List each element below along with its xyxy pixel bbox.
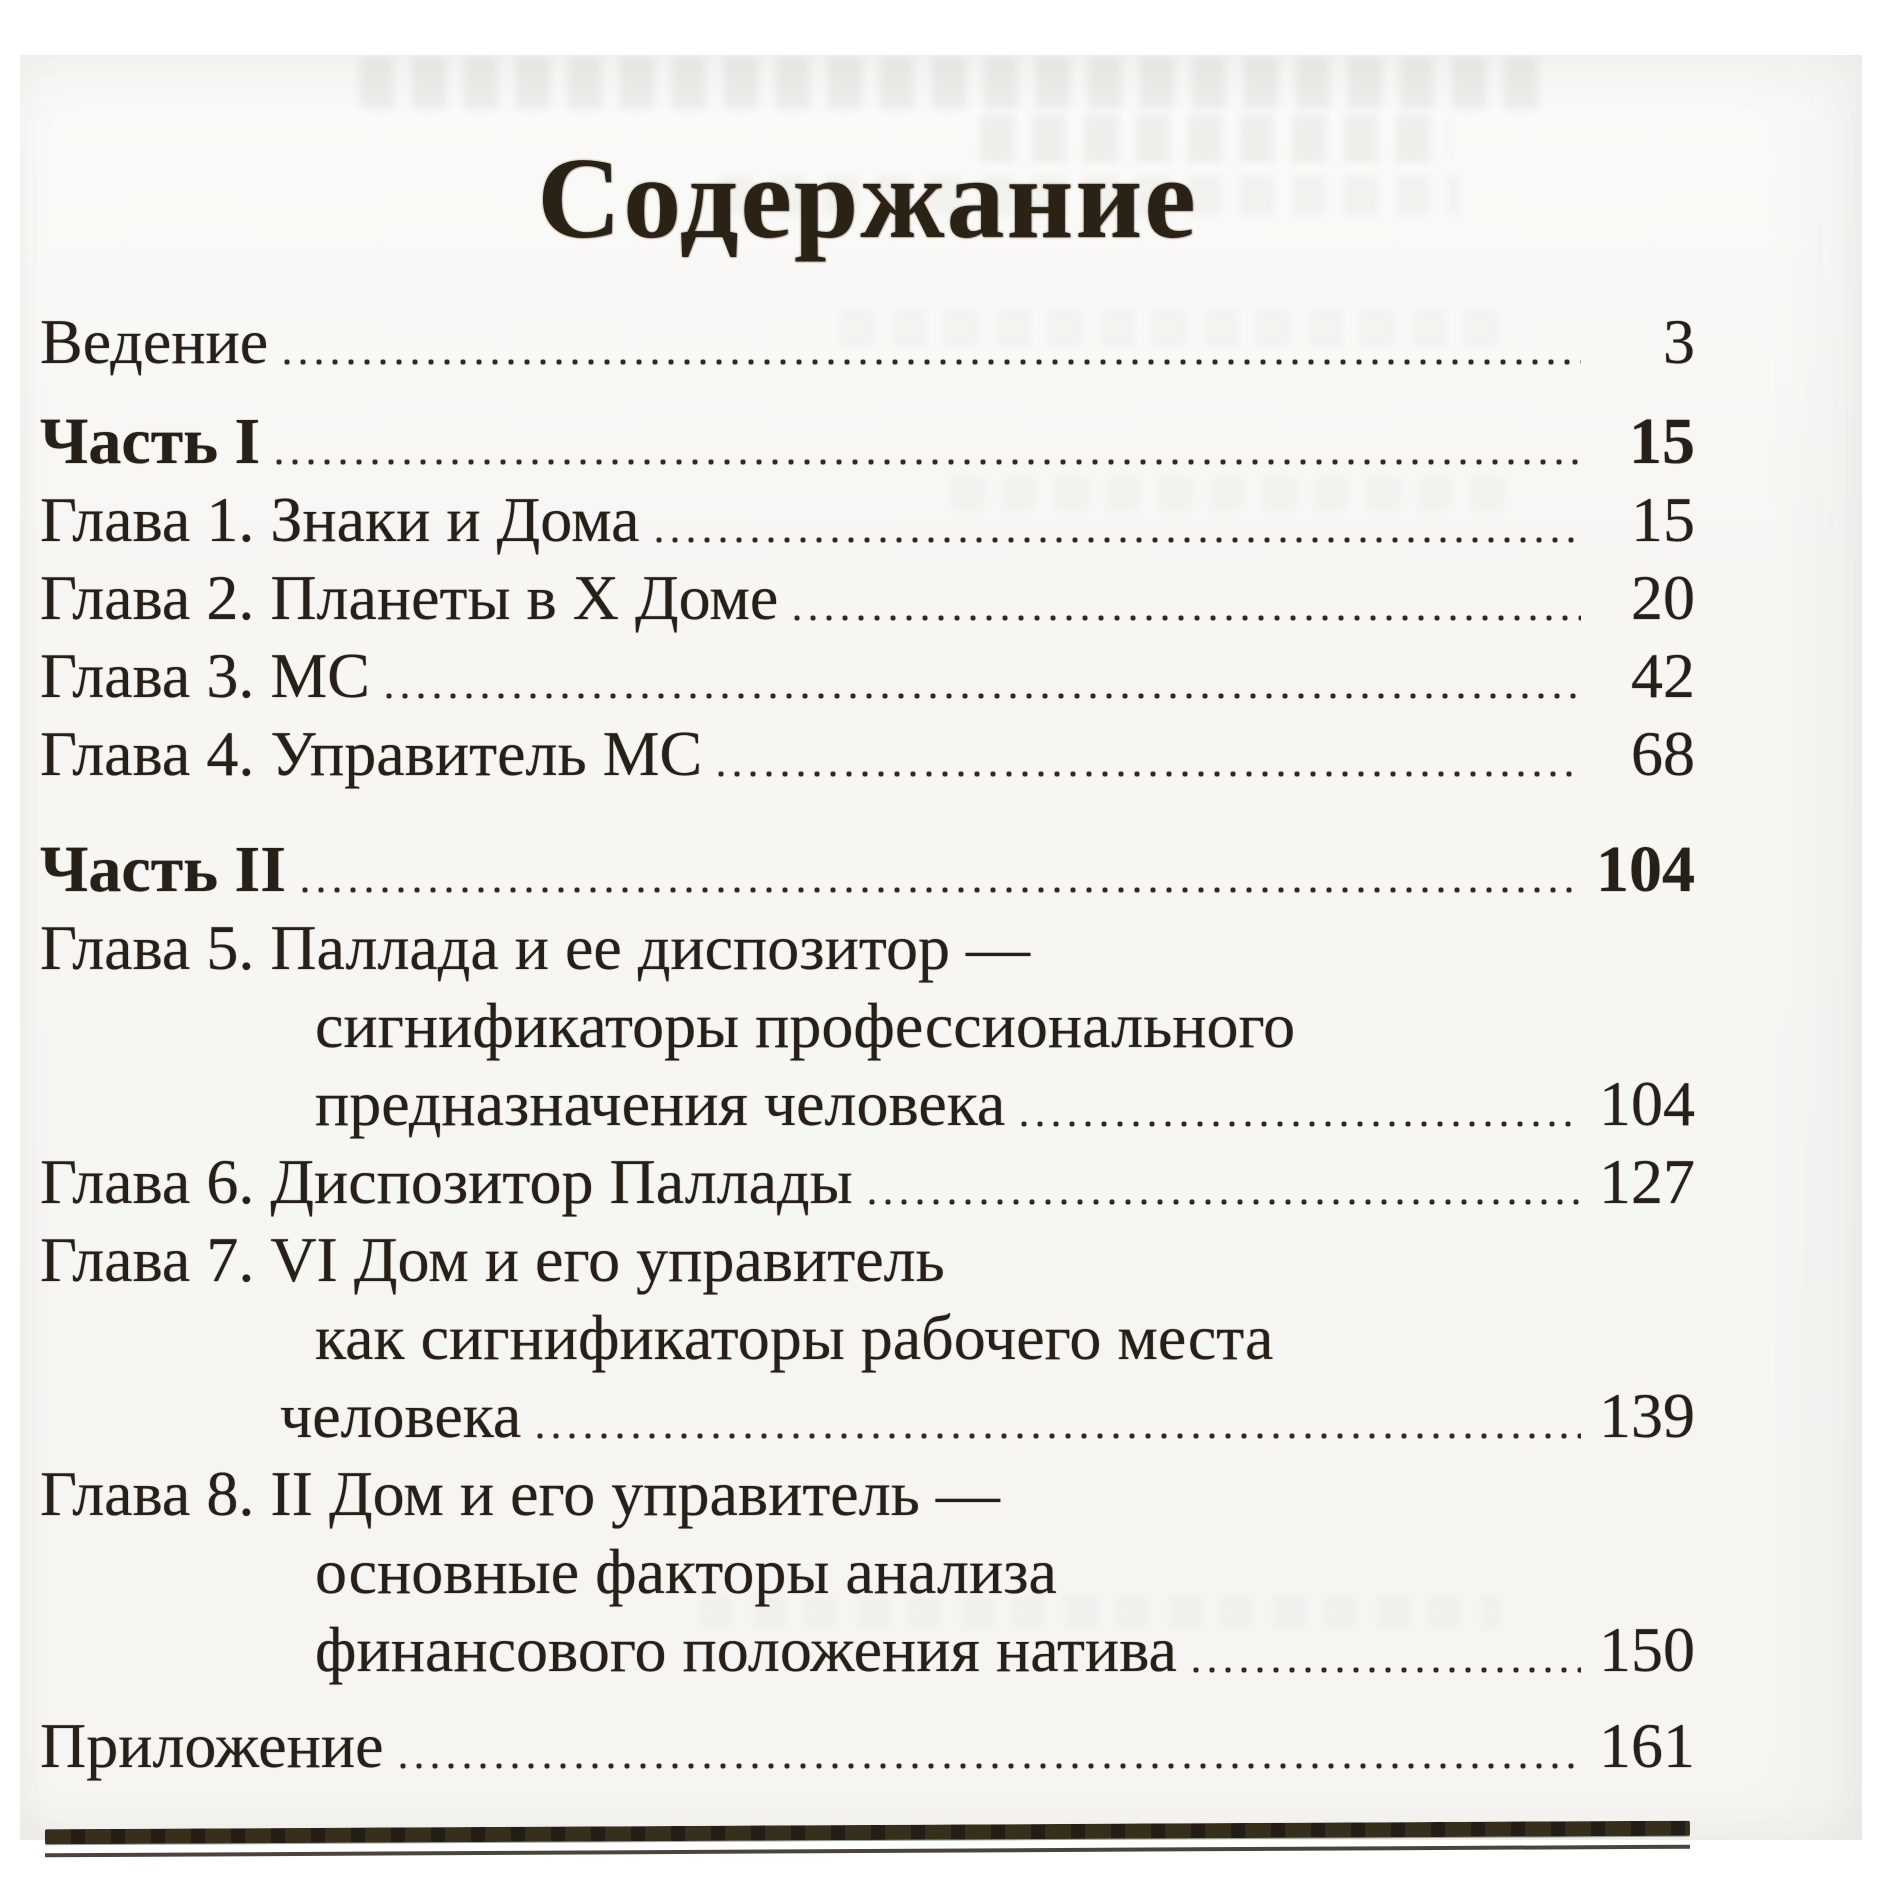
toc-entry-label: предназначения человека <box>315 1068 1006 1139</box>
dot-leader <box>794 559 1581 637</box>
toc-entry-label: Ведение <box>40 306 269 377</box>
dot-leader <box>961 1221 1581 1299</box>
toc-entry-label: основные факторы анализа <box>315 1536 1057 1607</box>
toc-entry <box>40 987 1695 1065</box>
toc-list <box>40 303 1695 1785</box>
scanned-page <box>20 55 1862 1840</box>
dot-leader <box>718 715 1581 793</box>
toc-entry-label: Часть I <box>40 405 261 478</box>
toc-entry-label: Глава 2. Планеты в X Доме <box>40 562 779 633</box>
toc-entry-label: как сигнификаторы рабочего места <box>315 1302 1274 1373</box>
toc-entry <box>40 637 1695 715</box>
toc-entry-page <box>1595 1533 1695 1611</box>
toc-entry-page: 68 <box>1631 718 1695 789</box>
toc-entry <box>40 559 1695 637</box>
toc-entry-page: 150 <box>1599 1614 1695 1685</box>
dot-leader <box>656 481 1581 559</box>
toc-entry <box>40 303 1695 381</box>
dot-leader <box>302 831 1581 909</box>
toc-entry-page: 104 <box>1599 1068 1695 1139</box>
dot-leader <box>276 403 1581 481</box>
toc-entry <box>40 1143 1695 1221</box>
dot-leader <box>1289 1299 1581 1377</box>
dot-leader <box>1193 1611 1581 1689</box>
toc-entry-label: финансового положения натива <box>315 1614 1177 1685</box>
toc-entry <box>40 481 1695 559</box>
toc-entry-page <box>1595 1221 1695 1299</box>
toc-entry-page: 15 <box>1631 484 1695 555</box>
toc-entry-page <box>1595 1455 1695 1533</box>
toc-entry-page: 104 <box>1596 833 1695 906</box>
toc-content <box>40 55 1695 1853</box>
toc-entry <box>40 1611 1695 1689</box>
toc-entry-page: 3 <box>1663 306 1695 377</box>
toc-entry-label: сигнификаторы профессионального <box>315 990 1296 1061</box>
toc-entry-label: Глава 4. Управитель MC <box>40 718 703 789</box>
toc-entry-page: 20 <box>1631 562 1695 633</box>
page-title: Содержание <box>537 135 1198 263</box>
dot-leader <box>386 637 1581 715</box>
dot-leader <box>1311 987 1581 1065</box>
toc-entry-label: человека <box>280 1380 522 1451</box>
toc-entry-label: Глава 7. VI Дом и его управитель <box>40 1224 945 1295</box>
toc-entry-page: 127 <box>1599 1146 1695 1217</box>
toc-entry <box>40 715 1695 793</box>
toc-entry <box>40 909 1695 987</box>
dot-leader <box>1046 909 1581 987</box>
toc-entry <box>40 1455 1695 1533</box>
dot-leader <box>284 303 1581 381</box>
dot-leader <box>1021 1065 1581 1143</box>
toc-entry <box>40 1221 1695 1299</box>
toc-entry-page <box>1595 987 1695 1065</box>
toc-entry <box>40 403 1695 481</box>
toc-entry <box>40 1533 1695 1611</box>
toc-entry-label: Глава 6. Диспозитор Паллады <box>40 1146 853 1217</box>
thin-rule <box>45 1845 1690 1858</box>
toc-entry-page: 15 <box>1629 405 1695 478</box>
dot-leader <box>1073 1533 1581 1611</box>
toc-entry-label: Глава 5. Паллада и ее диспозитор — <box>40 912 1030 983</box>
thick-rule <box>45 1821 1690 1845</box>
toc-entry-page: 161 <box>1599 1710 1695 1781</box>
toc-entry-page: 139 <box>1599 1380 1695 1451</box>
toc-entry-page: 42 <box>1631 640 1695 711</box>
dot-leader <box>537 1377 1581 1455</box>
toc-entry <box>40 1299 1695 1377</box>
dot-leader <box>1016 1455 1581 1533</box>
toc-entry-label: Глава 3. MC <box>40 640 370 711</box>
toc-entry-page <box>1595 1299 1695 1377</box>
footer-rules <box>45 1821 1690 1858</box>
toc-entry-label: Глава 8. II Дом и его управитель — <box>40 1458 1000 1529</box>
toc-entry-label: Приложение <box>40 1710 384 1781</box>
toc-entry <box>40 1065 1695 1143</box>
toc-entry-label: Глава 1. Знаки и Дома <box>40 484 640 555</box>
toc-entry-page <box>1595 909 1695 987</box>
toc-entry-label: Часть II <box>40 833 286 906</box>
toc-entry <box>40 1707 1695 1785</box>
dot-leader <box>400 1707 1582 1785</box>
toc-entry <box>40 831 1695 909</box>
dot-leader <box>869 1143 1581 1221</box>
toc-entry <box>40 1377 1695 1455</box>
